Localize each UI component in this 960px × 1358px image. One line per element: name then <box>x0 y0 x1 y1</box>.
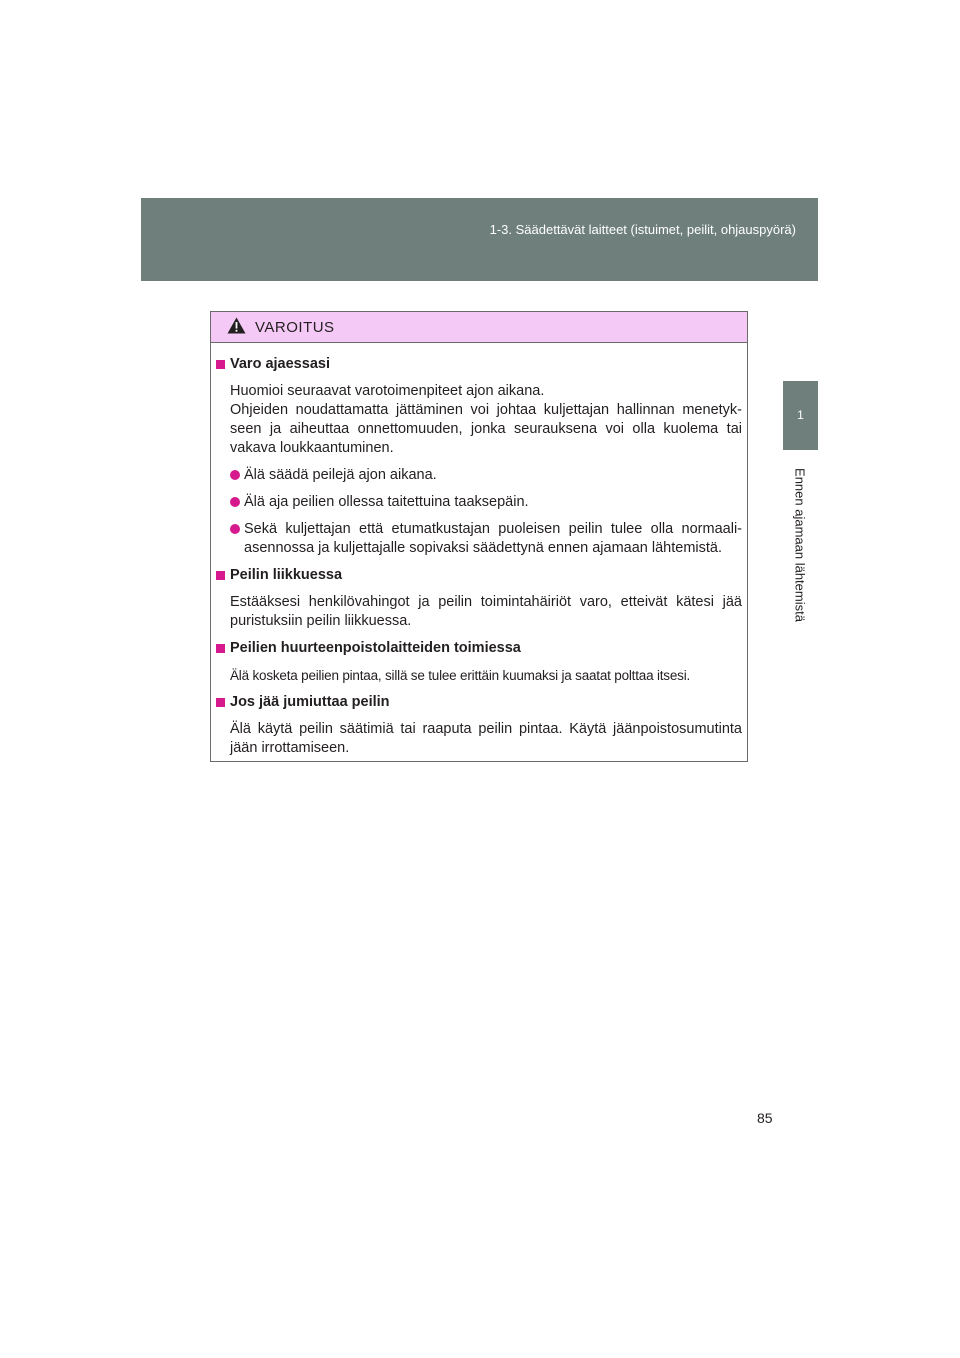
section-heading: Peilien huurteenpoistolaitteiden toimiessa <box>216 639 742 658</box>
section-paragraph: Älä kosketa peilien pintaa, sillä se tulee erittäin kuumaksi ja saatat polttaa itsesi. <box>230 668 691 683</box>
round-bullet-icon <box>230 470 240 480</box>
round-bullet-icon <box>230 524 240 534</box>
header-band <box>141 198 818 281</box>
section-paragraph: Estääksesi henkilövahingot ja peilin toimintahäiriöt varo, etteivät kätesi jää puristuksiin peilin liikkuessa. <box>230 594 742 629</box>
warning-box <box>210 311 748 762</box>
section-paragraph: Huomioi seuraavat varotoimenpiteet ajon aikana. <box>230 383 545 399</box>
round-bullet-icon <box>230 497 240 507</box>
section-paragraph: Älä käytä peilin säätimiä tai raaputa peilin pintaa. Käytä jäänpoistosumutinta jään irrottamiseen. <box>230 721 742 756</box>
list-item: Sekä kuljettajan että etumatkustajan puoleisen peilin tulee olla normaali-asennossa ja kuljettajalle sopivaksi säädettynä ennen ajamaan lähtemistä. <box>230 520 742 558</box>
warning-body <box>211 343 747 758</box>
section-heading: Varo ajaessasi <box>216 355 742 374</box>
list-item: Älä säädä peilejä ajon aikana. <box>230 466 742 485</box>
section-title: 1-3. Säädettävät laitteet (istuimet, peilit, ohjauspyörä) <box>489 222 796 237</box>
section-paragraph: Ohjeiden noudattamatta jättäminen voi johtaa kuljettajan hallinnan menetyk-seen ja aiheuttaa onnettomuuden, jonka seurauksena voi olla kuolema tai vakava loukkaantuminen. <box>230 402 742 456</box>
section-heading: Jos jää jumiuttaa peilin <box>216 693 742 712</box>
list-item: Älä aja peilien ollessa taitettuina taaksepäin. <box>230 493 742 512</box>
chapter-tab <box>783 381 818 450</box>
square-bullet-icon <box>216 698 225 707</box>
chapter-title: Ennen ajamaan lähtemistä <box>792 468 808 622</box>
warning-title: VAROITUS <box>255 319 335 336</box>
square-bullet-icon <box>216 644 225 653</box>
warning-header <box>211 312 747 343</box>
section-heading: Peilin liikkuessa <box>216 566 742 585</box>
square-bullet-icon <box>216 360 225 369</box>
page-number: 85 <box>757 1110 773 1126</box>
chapter-number: 1 <box>797 408 804 422</box>
warning-triangle-icon <box>227 317 246 334</box>
square-bullet-icon <box>216 571 225 580</box>
